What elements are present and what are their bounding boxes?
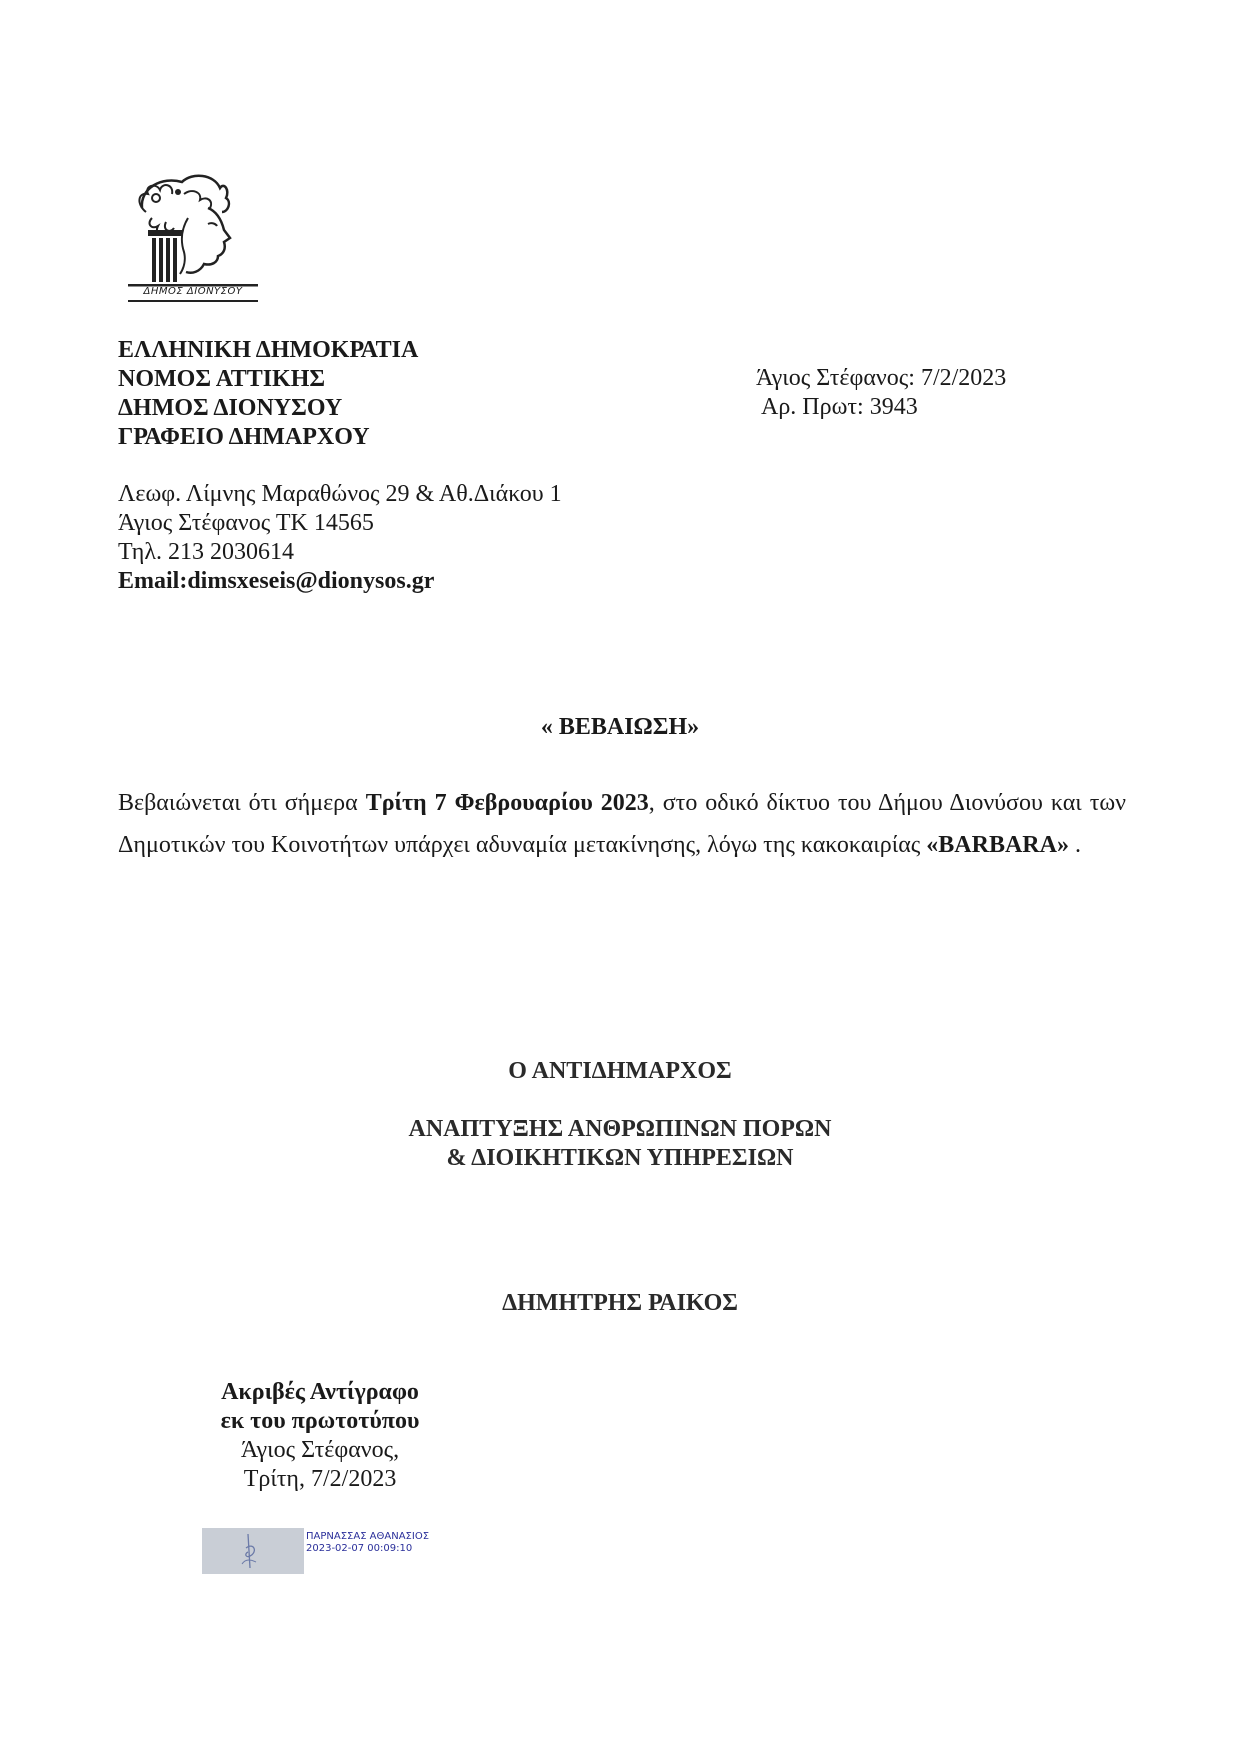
true-copy-certification bbox=[180, 1378, 460, 1494]
logo-text: ΔΗΜΟΣ ΔΙΟΝΥΣΟΥ bbox=[143, 286, 243, 297]
doc-meta bbox=[756, 364, 1006, 422]
signatory-role: Ο ΑΝΤΙΔΗΜΑΡΧΟΣ bbox=[508, 1058, 732, 1084]
signature-scribble-icon bbox=[202, 1528, 304, 1574]
signatory-name: ΔΗΜΗΤΡΗΣ ΡΑΙΚΟΣ bbox=[502, 1290, 738, 1316]
department-line: & ΔΙΟΙΚΗΤΙΚΩΝ ΥΠΗΡΕΣΙΩΝ bbox=[446, 1145, 794, 1171]
digital-signature-image bbox=[202, 1528, 304, 1574]
copy-line: Άγιος Στέφανος, bbox=[240, 1437, 400, 1463]
address-street: Λεωφ. Λίμνης Μαραθώνος 29 & Αθ.Διάκου 1 bbox=[118, 481, 562, 507]
address-phone: Τηλ. 213 2030614 bbox=[118, 539, 294, 565]
header-line: ΝΟΜΟΣ ΑΤΤΙΚΗΣ bbox=[118, 366, 326, 392]
department-line: ΑΝΑΠΤΥΞΗΣ ΑΝΘΡΩΠΙΝΩΝ ΠΟΡΩΝ bbox=[408, 1116, 832, 1142]
document-body bbox=[118, 782, 1126, 866]
copy-line: Τρίτη, 7/2/2023 bbox=[243, 1466, 397, 1492]
body-date: Τρίτη 7 Φεβρουαρίου 2023 bbox=[365, 790, 649, 816]
protocol-number: Αρ. Πρωτ: 3943 bbox=[761, 394, 918, 420]
document-title: « ΒΕΒΑΙΩΣΗ» bbox=[540, 714, 700, 740]
issuer-header bbox=[118, 336, 418, 452]
address-block bbox=[118, 480, 562, 596]
municipality-logo bbox=[122, 168, 264, 304]
header-line: ΔΗΜΟΣ ΔΙΟΝΥΣΟΥ bbox=[118, 395, 343, 421]
header-line: ΓΡΑΦΕΙΟ ΔΗΜΑΡΧΟΥ bbox=[118, 424, 370, 450]
header-line: ΕΛΛΗΝΙΚΗ ΔΗΜΟΚΡΑΤΙΑ bbox=[118, 337, 419, 363]
body-text-part: , στο οδικό δίκτυο του Δήμου Διονύσου και των Δημοτικών του Κοινοτήτων υπάρχει αδυναμία μετακίνησης, λόγω της κακοκαιρίας bbox=[118, 790, 1126, 858]
address-city: Άγιος Στέφανος ΤΚ 14565 bbox=[118, 510, 374, 536]
doc-date: Άγιος Στέφανος: 7/2/2023 bbox=[756, 365, 1007, 391]
copy-line: εκ του πρωτοτύπου bbox=[220, 1408, 420, 1434]
signature-timestamp: 2023-02-07 00:09:10 bbox=[306, 1543, 413, 1554]
address-email: Email:dimsxeseis@dionysos.gr bbox=[118, 568, 435, 594]
signer-name: ΠΑΡΝΑΣΣΑΣ ΑΘΑΝΑΣΙΟΣ bbox=[306, 1531, 430, 1542]
storm-name: «BARBARA» bbox=[926, 832, 1069, 858]
copy-line: Ακριβές Αντίγραφο bbox=[221, 1379, 419, 1405]
signatory-department bbox=[0, 1115, 1240, 1173]
digital-signature-info bbox=[306, 1531, 429, 1555]
body-text-part: . bbox=[1068, 832, 1081, 858]
body-text-part: Βεβαιώνεται ότι σήμερα bbox=[118, 790, 366, 816]
